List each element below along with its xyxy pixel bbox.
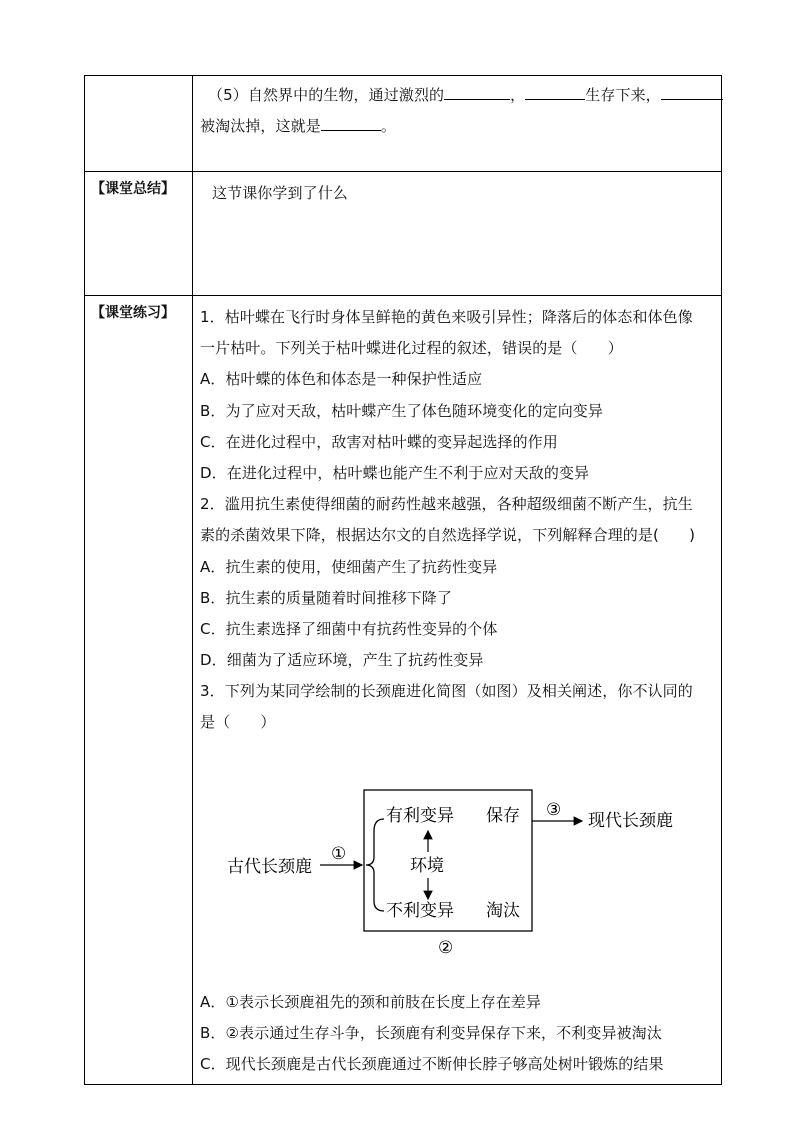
row-exercises [85,296,722,1085]
fill-line-1 [200,80,713,111]
fill-text-2a: 被淘汰掉，这就是 [200,117,321,136]
q2-option-c[interactable]: C．抗生素选择了细菌中有抗药性变异的个体 [200,619,498,638]
marker-1: ① [331,843,347,864]
q2-stem-line2: 素的杀菌效果下降，根据达尔文的自然选择学说，下列解释合理的是( ) [200,526,696,545]
exercise-content-cell [193,296,722,1085]
q3-stem-line2: 是（ ） [200,713,276,732]
worksheet-table [84,75,722,1085]
fill-text-1c: 生存下来， [585,86,661,104]
brace [366,819,384,911]
row-natural-selection [85,76,722,172]
row1-label-cell [85,76,193,172]
q3-option-c[interactable]: C．现代长颈鹿是古代长颈鹿通过不断伸长脖子够高处树叶锻炼的结果 [200,1055,664,1073]
summary-prompt: 这节课你学到了什么 [212,184,348,202]
q1-option-b[interactable]: B．为了应对天敌，枯叶蝶产生了体色随环境变化的定向变异 [200,401,603,420]
q2-option-d[interactable]: D．细菌为了适应环境，产生了抗药性变异 [200,651,484,670]
q1-option-c[interactable]: C．在进化过程中，敌害对枯叶蝶的变异起选择的作用 [200,432,558,451]
q1-option-a[interactable]: A．枯叶蝶的体色和体态是一种保护性适应 [200,370,483,389]
label-modern-giraffe: 现代长颈鹿 [588,810,673,831]
label-eliminate: 淘汰 [486,900,520,921]
q2-stem-line1: 2．滥用抗生素使得细菌的耐药性越来越强，各种超级细菌不断产生，抗生 [200,495,693,514]
label-environment: 环境 [410,855,444,876]
answer-blank-4[interactable] [321,112,381,131]
fill-text-2b: 。 [380,117,396,136]
exercise-label: 【课堂练习】 [85,296,193,1085]
marker-2: ② [438,937,454,958]
giraffe-evolution-diagram [200,739,713,987]
row-summary [85,172,722,296]
q2-option-a[interactable]: A．抗生素的使用，使细菌产生了抗药性变异 [200,557,498,576]
fill-text-1b: ， [510,86,526,104]
label-unfavorable-variation: 不利变异 [386,900,454,921]
fill-text-1a: （5）自然界中的生物，通过激烈的 [208,86,445,104]
q1-stem-line2: 一片枯叶。下列关于枯叶蝶进化过程的叙述，错误的是（ ） [200,339,623,358]
answer-blank-2[interactable] [525,81,585,100]
diagram-svg [200,739,720,987]
q2-option-b[interactable]: B．抗生素的质量随着时间推移下降了 [200,588,452,607]
summary-label: 【课堂总结】 [85,172,193,296]
fill-line-2 [200,111,713,142]
marker-3: ③ [546,799,562,820]
q3-option-b[interactable]: B．②表示通过生存斗争，长颈鹿有利变异保存下来，不利变异被淘汰 [200,1023,662,1042]
q3-option-a[interactable]: A．①表示长颈鹿祖先的颈和前肢在长度上存在差异 [200,992,542,1011]
summary-content-cell [193,172,722,296]
q1-stem-line1: 1．枯叶蝶在飞行时身体呈鲜艳的黄色来吸引异性；降落后的体态和体色像 [200,308,693,326]
q1-option-d[interactable]: D．在进化过程中，枯叶蝶也能产生不利于应对天敌的变异 [200,463,590,482]
row1-content-cell [193,76,722,172]
q3-stem-line1: 3．下列为某同学绘制的长颈鹿进化简图（如图）及相关阐述，你不认同的 [200,682,693,701]
label-preserve: 保存 [486,805,520,826]
answer-blank-1[interactable] [444,81,510,100]
label-favorable-variation: 有利变异 [386,805,454,826]
answer-blank-3[interactable] [661,81,723,100]
label-ancient-giraffe: 古代长颈鹿 [227,856,312,877]
